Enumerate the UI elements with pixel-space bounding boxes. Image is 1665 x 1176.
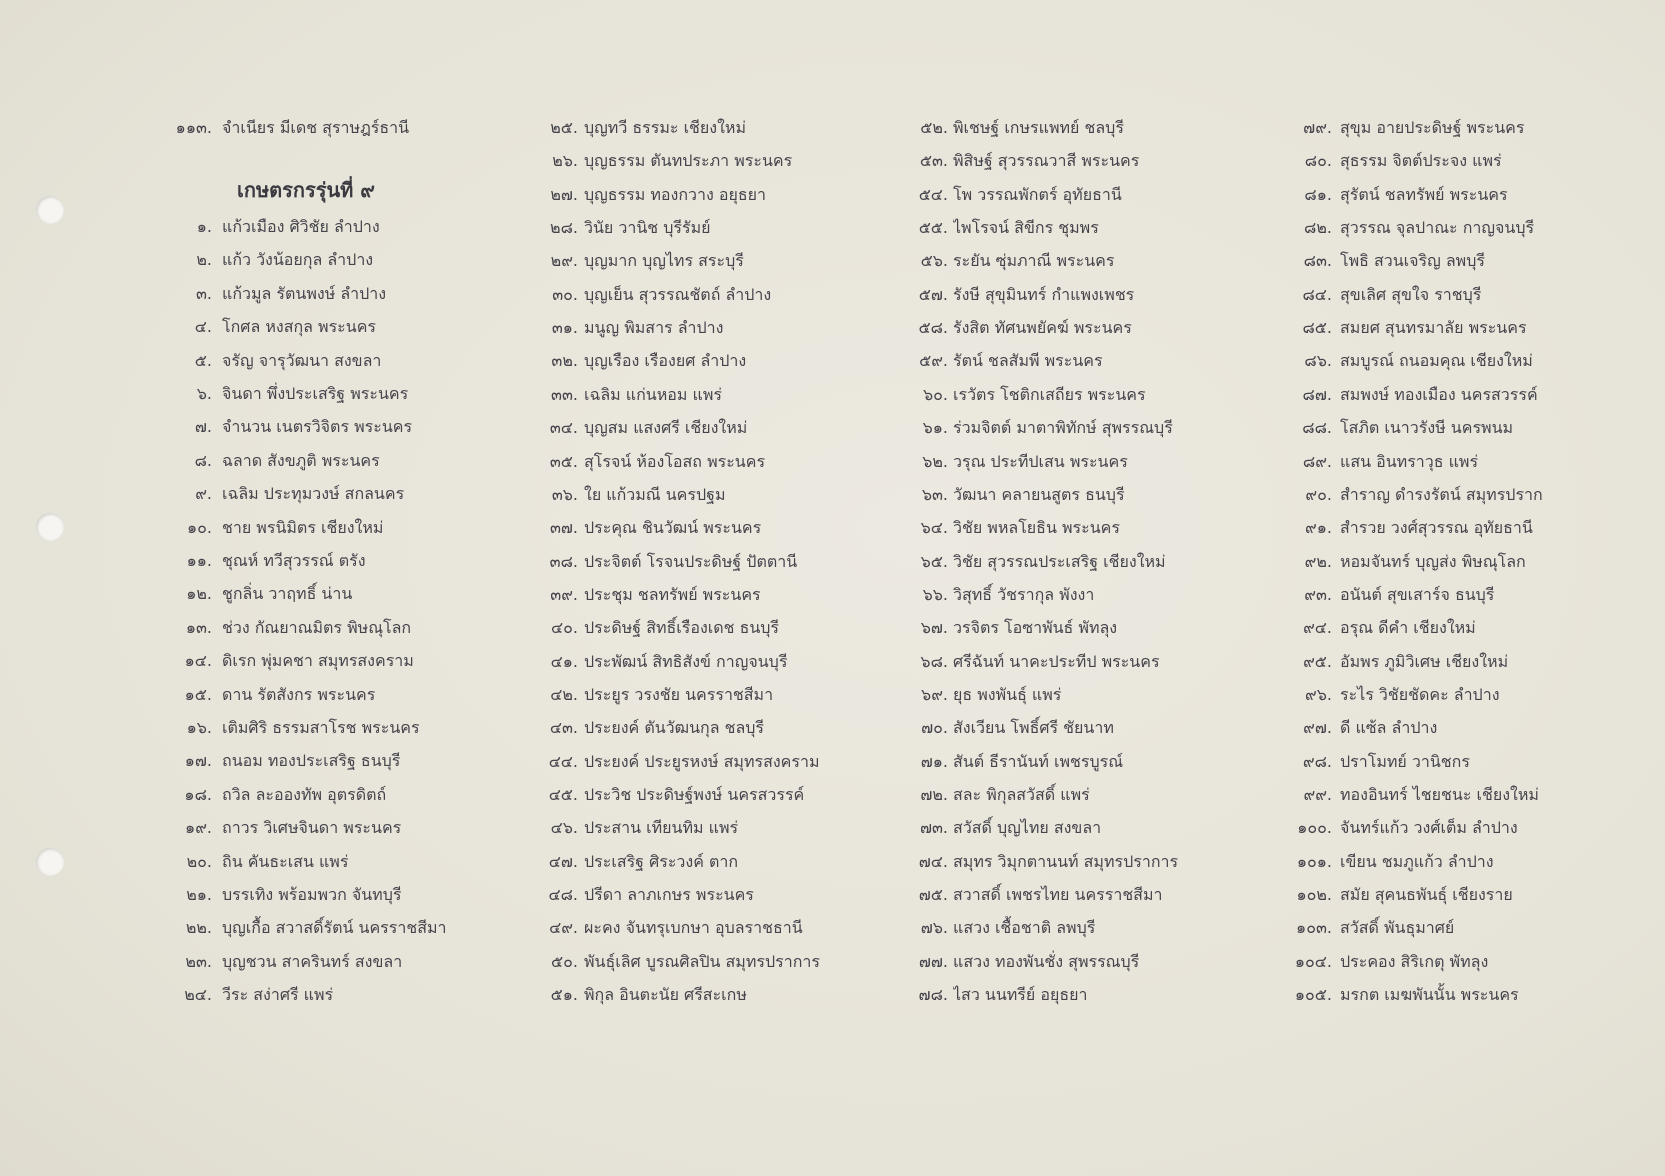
entry-name: จำเนียร มีเดช สุราษฎร์ธานี — [222, 118, 410, 137]
entry-number: ๓๙. — [550, 584, 578, 604]
entry-name: แสวง เชื้อชาติ ลพบุรี — [953, 918, 1096, 938]
entry-name: สำรวย วงศ์สุวรรณ อุทัยธานี — [1340, 518, 1533, 538]
entry-number: ๘๔. — [1302, 284, 1332, 304]
entry-name: บุญมาก บุญไทร สระบุรี — [584, 251, 744, 271]
entry-name: บุญเกื้อ สวาสดิ์รัตน์ นครราชสีมา — [222, 918, 447, 938]
entry-name: วรุณ ประทีปเสน พระนคร — [953, 451, 1128, 471]
entry-name: แสวง ทองพันชั่ง สุพรรณบุรี — [953, 951, 1140, 971]
entry-number: ๔๓. — [549, 718, 578, 738]
entry-name: ดิเรก พุ่มคชา สมุทรสงคราม — [222, 651, 414, 671]
entry-name: จรัญ จารุวัฒนา สงขลา — [222, 350, 382, 370]
entry-name: ใย แก้วมณี นครปฐม — [584, 484, 726, 504]
entry-name: มนูญ พิมสาร ลำปาง — [584, 318, 724, 338]
entry-number: ๖๒. — [922, 451, 948, 471]
entry-number: ๖๗. — [920, 618, 948, 638]
entry-number: ๘๕. — [1302, 318, 1332, 338]
entry-number: ๓๑. — [551, 318, 578, 338]
binder-hole — [36, 848, 64, 876]
entry-number: ๗๙. — [1303, 118, 1332, 137]
entry-number: ๔๙. — [549, 918, 578, 938]
entry-number: ๕๘. — [918, 318, 948, 338]
entry-number: ๙๐. — [1305, 484, 1332, 504]
entry-number: ๔๑. — [550, 651, 578, 671]
entry-name: สุขุม อายประดิษฐ์ พระนคร — [1340, 118, 1525, 137]
entry-number: ๙๔. — [1303, 618, 1332, 638]
entry-number: ๕๐. — [551, 951, 578, 971]
entry-name: ดาน รัตสังกร พระนคร — [222, 684, 376, 704]
entry-number: ๑๐๔. — [1294, 951, 1332, 971]
entry-number: ๔๒. — [550, 684, 578, 704]
entry-number: ๒๑. — [186, 885, 212, 904]
entry-name: ประวิช ประดิษฐ์พงษ์ นครสวรรค์ — [584, 785, 805, 804]
entry-name: สวาสดิ์ เพชรไทย นครราชสีมา — [953, 885, 1163, 905]
entry-name: พิสิษฐ์ สุวรรณวาสี พระนคร — [953, 151, 1140, 171]
entry-name: ชาย พรนิมิตร เชียงใหม่ — [222, 517, 384, 537]
entry-number: ๙๕. — [1303, 651, 1332, 671]
entry-number: ๗๒. — [920, 785, 948, 804]
entry-number: ๑๐๒. — [1296, 885, 1332, 905]
entry-number: ๒๐. — [186, 851, 212, 871]
entry-name: สมพงษ์ ทองเมือง นครสวรรค์ — [1340, 384, 1538, 404]
entry-name: ปราโมทย์ วานิชกร — [1340, 751, 1470, 771]
entry-number: ๑๑. — [186, 551, 212, 570]
entry-number: ๖๕. — [920, 551, 948, 571]
entry-name: ประจิตต์ โรจนประดิษฐ์ ปัตตานี — [584, 551, 798, 571]
entry-number: ๒๙. — [550, 251, 578, 271]
entry-number: ๑๙. — [185, 818, 212, 838]
entry-name: สำราญ ดำรงรัตน์ สมุทรปราก — [1340, 484, 1543, 504]
entry-number: ๒๕. — [550, 118, 578, 137]
entry-number: ๒๒. — [185, 918, 212, 938]
entry-number: ๒๔. — [184, 985, 212, 1005]
entry-name: โกศล หงสกุล พระนคร — [222, 317, 376, 337]
entry-name: ถนอม ทองประเสริฐ ธนบุรี — [222, 751, 401, 771]
entry-number: ๖๙. — [921, 684, 948, 704]
entry-name: วีระ สง่าศรี แพร่ — [222, 985, 334, 1005]
entry-number: ๑๐. — [186, 517, 212, 537]
entry-number: ๔๘. — [548, 885, 578, 905]
entry-name: สุขเลิศ สุขใจ ราชบุรี — [1340, 284, 1482, 304]
entry-name: บุญเรือง เรืองยศ ลำปาง — [584, 351, 747, 371]
entry-name: บุญธรรม ทองกวาง อยุธยา — [584, 184, 767, 204]
entry-name: ผะคง จันทรุเบกษา อุบลราชธานี — [584, 918, 803, 938]
entry-number: ๔๔. — [548, 751, 578, 771]
entry-number: ๖. — [196, 384, 212, 403]
entry-number: ๖๘. — [920, 651, 948, 671]
entry-name: รัตน์ ชลสัมพี พระนคร — [953, 351, 1103, 371]
entry-name: แก้วมูล รัตนพงษ์ ลำปาง — [222, 283, 387, 303]
entry-name: รังษี สุขุมินทร์ กำแพงเพชร — [953, 284, 1135, 304]
entry-number: ๒. — [196, 250, 212, 270]
entry-number: ๙๖. — [1305, 684, 1332, 704]
entry-name: ประพัฒน์ สิทธิสังข์ กาญจนบุรี — [584, 651, 788, 671]
entry-name: ประคุณ ชินวัฒน์ พระนคร — [584, 518, 762, 538]
entry-number: ๓๗. — [549, 518, 578, 538]
entry-name: สมัย สุคนธพันธุ์ เชียงราย — [1340, 885, 1513, 905]
entry-name: ไพโรจน์ สิขีกร ชุมพร — [953, 218, 1099, 238]
entry-number: ๘๗. — [1302, 384, 1332, 404]
entry-name: ถิน คันธะเสน แพร่ — [222, 851, 349, 871]
binder-hole — [36, 513, 64, 541]
entry-name: วิชัย สุวรรณประเสริฐ เชียงใหม่ — [953, 551, 1166, 571]
entry-number: ๙๑. — [1305, 518, 1332, 538]
entry-number: ๕๒. — [920, 118, 948, 137]
entry-number: ๒๖. — [552, 151, 578, 171]
entry-number: ๗๘. — [918, 985, 948, 1005]
entry-number: ๒๘. — [550, 218, 578, 238]
entry-number: ๔๐. — [551, 618, 578, 638]
entry-number: ๗๖. — [920, 918, 948, 938]
entry-name: แก้วเมือง ศิวิชัย ลำปาง — [222, 217, 380, 236]
entry-name: จินดา พึ่งประเสริฐ พระนคร — [222, 384, 409, 403]
entry-name: ประสาน เทียนทิม แพร่ — [584, 818, 739, 838]
entry-number: ๓๓. — [551, 384, 578, 404]
entry-name: ประยูร วรงชัย นครราชสีมา — [584, 684, 774, 704]
entry-name: ชูกลิ่น วาฤทธิ์ น่าน — [222, 584, 353, 604]
entry-number: ๑๓. — [185, 617, 212, 637]
entry-number: ๑๘. — [184, 784, 212, 804]
entry-number: ๑๐๓. — [1296, 918, 1332, 938]
entry-name: บรรเทิง พร้อมพวก จันทบุรี — [222, 885, 402, 904]
entry-number: ๓๕. — [549, 451, 578, 471]
entry-name: ชุณห์ ทวีสุวรรณ์ ตรัง — [222, 551, 366, 570]
entry-number: ๙. — [195, 484, 212, 504]
entry-number: ๑๔. — [184, 651, 212, 671]
entry-name: สุธรรม จิตต์ประจง แพร่ — [1340, 151, 1502, 171]
entry-name: ประชุม ชลทรัพย์ พระนคร — [584, 584, 761, 604]
entry-number: ๘. — [194, 450, 212, 470]
entry-name: สวัสดิ์ พันธุมาศย์ — [1340, 918, 1455, 938]
entry-number: ๒๓. — [185, 951, 212, 971]
entry-name: เฉลิม ประทุมวงษ์ สกลนคร — [222, 484, 405, 504]
entry-number: ๘๓. — [1303, 251, 1332, 271]
entry-name: สมยศ สุนทรมาลัย พระนคร — [1340, 318, 1527, 338]
entry-number: ๘๒. — [1304, 218, 1332, 238]
entry-name: ถวิล ละอองทัพ อุตรดิตถ์ — [222, 784, 387, 804]
entry-name: วิสุทธิ์ วัชรากุล พังงา — [953, 584, 1095, 604]
entry-number: ๕๖. — [920, 251, 948, 271]
entry-number: ๗. — [194, 417, 212, 437]
entry-number: ๗๓. — [919, 818, 948, 838]
entry-number: ๗๔. — [918, 851, 948, 871]
entry-number: ๖๓. — [921, 484, 948, 504]
entry-name: สันต์ ธีรานันท์ เพชรบูรณ์ — [953, 751, 1124, 771]
entry-name: ระยัน ซุ่มภาณี พระนคร — [953, 251, 1115, 271]
entry-name: เติมศิริ ธรรมสาโรช พระนคร — [222, 718, 420, 737]
entry-number: ๕. — [194, 350, 212, 370]
entry-name: พิกุล อินตะนัย ศรีสะเกษ — [584, 985, 747, 1005]
entry-name: ช่วง กัณยาณมิตร พิษณุโลก — [222, 617, 412, 637]
entry-number: ๑๐๑. — [1296, 851, 1332, 871]
entry-name: ทองอินทร์ ไชยชนะ เชียงใหม่ — [1340, 785, 1539, 804]
entry-number: ๑. — [196, 217, 212, 236]
entry-name: สุรัตน์ ชลทรัพย์ พระนคร — [1340, 184, 1508, 204]
entry-name: ประยงค์ ตันวัฒนกุล ชลบุรี — [584, 718, 765, 738]
entry-name: ไสว นนทรีย์ อยุธยา — [953, 985, 1088, 1005]
entry-name: โพธิ สวนเจริญ ลพบุรี — [1340, 251, 1485, 271]
entry-number: ๗๕. — [918, 885, 948, 905]
entry-number: ๕๗. — [918, 284, 948, 304]
entry-number: ๓๐. — [552, 284, 578, 304]
entry-name: ดี แซ้ล ลำปาง — [1340, 718, 1438, 738]
entry-number: ๕๓. — [919, 151, 948, 171]
entry-name: ร่วมจิตต์ มาตาพิทักษ์ สุพรรณบุรี — [953, 418, 1173, 438]
entry-name: ศรีฉันท์ นาคะประทีป พระนคร — [953, 651, 1160, 671]
entry-name: บุญสม แสงศรี เชียงใหม่ — [584, 418, 748, 438]
entry-number: ๓๖. — [551, 484, 578, 504]
entry-number: ๕๑. — [550, 985, 578, 1005]
entry-name: ปรีดา ลาภเกษร พระนคร — [584, 885, 754, 905]
entry-name: รังสิต ทัศนพยัคฆ์ พระนคร — [953, 318, 1132, 338]
entry-name: ถาวร วิเศษจินดา พระนคร — [222, 818, 402, 838]
entry-name: อัมพร ภูมิวิเศษ เชียงใหม่ — [1340, 651, 1509, 671]
entry-number: ๕๙. — [919, 351, 948, 371]
entry-name: วินัย วานิช บุรีรัมย์ — [584, 218, 711, 238]
entry-number: ๑๒. — [186, 584, 212, 604]
entry-number: ๓๒. — [551, 351, 578, 371]
entry-name: วิชัย พหลโยธิน พระนคร — [953, 518, 1120, 538]
entry-name: สมุทร วิมุกตานนท์ สมุทรปราการ — [953, 851, 1179, 871]
entry-number: ๑๐๕. — [1294, 985, 1332, 1005]
entry-name: สุโรจน์ ห้องโอสถ พระนคร — [584, 451, 766, 471]
entry-number: ๖๑. — [922, 418, 948, 438]
entry-number: ๘๖. — [1304, 351, 1332, 371]
entry-number: ๙๗. — [1303, 718, 1332, 738]
entry-number: ๑๐๐. — [1297, 818, 1332, 838]
entry-name: บุญธรรม ตันทประภา พระนคร — [584, 151, 793, 171]
entry-number: ๘๐. — [1304, 151, 1332, 171]
entry-name: วรจิตร โอซาพันธ์ พัทลุง — [953, 618, 1118, 638]
entry-name: บุญทวี ธรรมะ เชียงใหม่ — [584, 118, 747, 137]
entry-number: ๗๐. — [921, 718, 948, 738]
entry-number: ๖๔. — [920, 518, 948, 538]
entry-name: จำนวน เนตรวิจิตร พระนคร — [222, 417, 413, 437]
entry-number: ๑๖. — [186, 718, 212, 737]
entry-name: บุญชวน สาครินทร์ สงขลา — [222, 951, 403, 971]
entry-name: วัฒนา คลายนสูตร ธนบุรี — [953, 484, 1125, 504]
section-heading: เกษตรกรรุ่นที่ ๙ — [237, 178, 375, 202]
entry-number: ๖๐. — [922, 384, 948, 404]
entry-number: ๘๑. — [1304, 184, 1332, 204]
entry-name: สังเวียน โพธิ์ศรี ชัยนาท — [953, 718, 1114, 738]
entry-name: หอมจันทร์ บุญส่ง พิษณุโลก — [1340, 551, 1526, 571]
entry-name: โสภิต เนาวรังษี นครพนม — [1340, 418, 1514, 438]
entry-number: ๖๖. — [922, 584, 948, 604]
binder-hole — [36, 196, 64, 224]
entry-name: อรุณ ดีคำ เชียงใหม่ — [1340, 618, 1476, 638]
entry-name: มรกต เมฆพันนั้น พระนคร — [1340, 985, 1519, 1005]
entry-name: โพ วรรณพักตร์ อุทัยธานี — [953, 184, 1122, 204]
entry-name: สวัสดิ์ บุญไทย สงขลา — [953, 818, 1102, 838]
entry-name: ยุธ พงพันธุ์ แพร่ — [953, 684, 1062, 704]
entry-number: ๙๒. — [1304, 551, 1332, 571]
entry-name: ประยงค์ ประยูรหงษ์ สมุทรสงคราม — [584, 751, 820, 771]
entry-number: ๑๑๓. — [175, 118, 212, 137]
entry-number: ๘๙. — [1302, 451, 1332, 471]
entry-number: ๓๔. — [549, 418, 578, 438]
entry-name: เรวัตร โชติกเสถียร พระนคร — [953, 384, 1146, 404]
entry-name: ระไร วิชัยชัดคะ ลำปาง — [1340, 684, 1500, 704]
entry-name: เฉลิม แก่นหอม แพร่ — [584, 384, 722, 404]
entry-name: พันธุ์เลิศ บูรณศิลปิน สมุทรปราการ — [584, 951, 820, 971]
entry-number: ๗๗. — [918, 951, 948, 971]
entry-name: ประเสริฐ ศิระวงค์ ตาก — [584, 851, 739, 871]
entry-name: จันทร์แก้ว วงศ์เต็ม ลำปาง — [1340, 818, 1518, 838]
entry-number: ๑๗. — [184, 751, 212, 771]
entry-name: ฉลาด สังขภูติ พระนคร — [222, 450, 380, 470]
entry-number: ๙๙. — [1303, 785, 1332, 804]
entry-number: ๔. — [194, 317, 212, 337]
entry-name: พิเชษฐ์ เกษรแพทย์ ชลบุรี — [953, 118, 1124, 137]
entry-number: ๔๕. — [548, 785, 578, 804]
entry-name: ประคอง สิริเกตุ พัทลุง — [1340, 951, 1489, 971]
entry-name: สมบูรณ์ ถนอมคุณ เชียงใหม่ — [1340, 351, 1533, 371]
entry-name: สละ พิกุลสวัสดิ์ แพร่ — [953, 785, 1090, 804]
entry-name: สุวรรณ จุลปาณะ กาญจนบุรี — [1340, 218, 1535, 238]
entry-name: ประดิษฐ์ สิทธิ์เรืองเดช ธนบุรี — [584, 618, 780, 638]
entry-number: ๙๓. — [1304, 584, 1332, 604]
entry-number: ๙๘. — [1302, 751, 1332, 771]
entry-number: ๓. — [195, 283, 212, 303]
entry-number: ๕๕. — [918, 218, 948, 238]
entry-number: ๑๕. — [184, 684, 212, 704]
entry-number: ๘๘. — [1302, 418, 1332, 438]
entry-name: บุญเย็น สุวรรณชัตถ์ ลำปาง — [584, 284, 772, 304]
entry-name: แสน อินทราวุธ แพร่ — [1340, 451, 1479, 471]
entry-number: ๒๗. — [550, 184, 578, 204]
entry-name: อนันต์ สุขเสาร์จ ธนบุรี — [1340, 584, 1495, 604]
entry-name: แก้ว วังน้อยกุล ลำปาง — [222, 250, 374, 270]
entry-number: ๕๔. — [918, 184, 948, 204]
entry-number: ๔๗. — [548, 851, 578, 871]
entry-number: ๓๘. — [549, 551, 578, 571]
entry-number: ๗๑. — [920, 751, 948, 771]
entry-number: ๔๖. — [550, 818, 578, 838]
entry-name: เขียน ชมภูแก้ว ลำปาง — [1340, 851, 1494, 871]
